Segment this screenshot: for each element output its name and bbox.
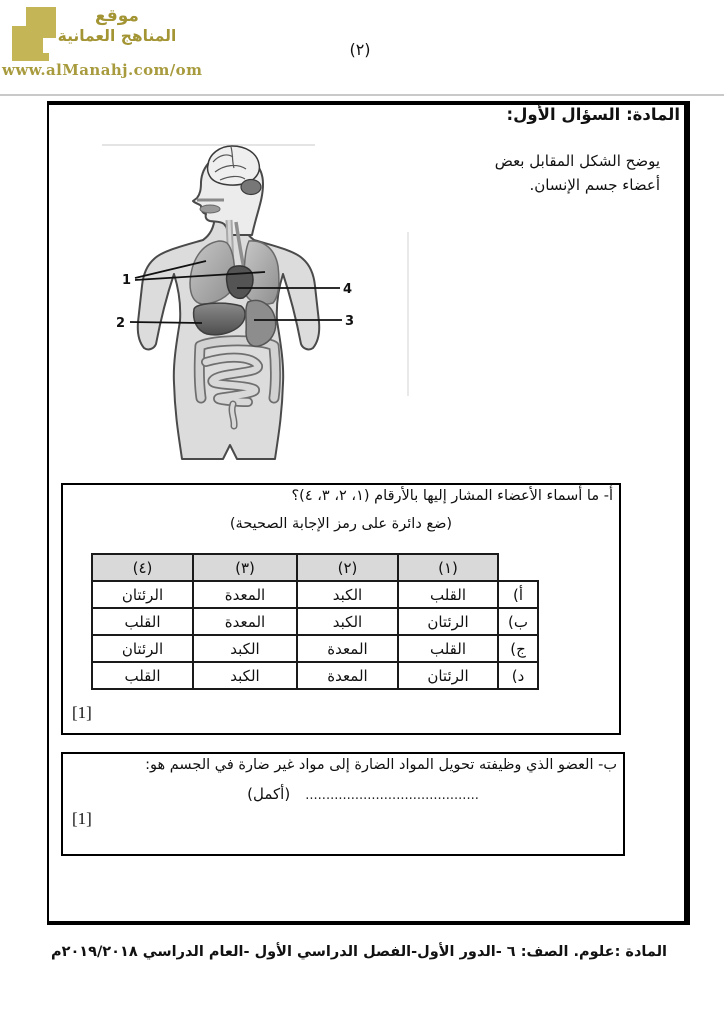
question-frame xyxy=(47,101,690,925)
cell: القلب xyxy=(92,662,193,689)
logo-line1: موقع xyxy=(95,6,139,26)
cell: القلب xyxy=(398,581,498,608)
table-row xyxy=(92,581,538,608)
figure-label-2: 2 xyxy=(116,316,126,331)
row-label[interactable]: د) xyxy=(498,662,538,689)
part-b-box xyxy=(61,752,625,856)
cell: الكبد xyxy=(297,608,398,635)
page-number: (٢) xyxy=(349,40,371,59)
col-header-2: (٢) xyxy=(297,554,398,581)
answer-blank[interactable]: .......................................... xyxy=(305,788,479,803)
heart xyxy=(227,266,253,299)
logo-line2: المناهج العمانية xyxy=(57,27,177,45)
table-corner xyxy=(498,554,538,581)
row-label[interactable]: ب) xyxy=(498,608,538,635)
logo-site-name xyxy=(56,6,178,46)
rectum xyxy=(232,404,234,426)
header-divider xyxy=(0,94,724,96)
table-header-row xyxy=(92,554,538,581)
cell: الرئتان xyxy=(398,608,498,635)
part-b-answer-line xyxy=(63,784,623,803)
table-row xyxy=(92,635,538,662)
row-label[interactable]: أ) xyxy=(498,581,538,608)
intro-line1: يوضح الشكل المقابل بعض xyxy=(494,152,660,170)
intro-line2: أعضاء جسم الإنسان. xyxy=(529,176,660,194)
human-anatomy-figure xyxy=(102,132,422,464)
cell: الكبد xyxy=(193,635,297,662)
tongue xyxy=(200,205,220,213)
cell: القلب xyxy=(398,635,498,662)
figure-label-4: 4 xyxy=(343,282,353,297)
part-a-marks: [1] xyxy=(72,703,92,722)
answer-choices-table xyxy=(91,553,539,690)
footer-info: المادة :علوم. الصف: ٦ -الدور الأول-الفصل الدراسي الأول -العام الدراسي ٢٠١٩/٢٠١٨م xyxy=(50,944,667,960)
site-url: www.alManahj.com/om xyxy=(2,61,203,79)
cell: المعدة xyxy=(297,662,398,689)
cell: الكبد xyxy=(297,581,398,608)
cell: الرئتان xyxy=(92,581,193,608)
cell: الرئتان xyxy=(92,635,193,662)
row-label[interactable]: ج) xyxy=(498,635,538,662)
part-a-instruction: (ضع دائرة على رمز الإجابة الصحيحة) xyxy=(229,516,453,532)
part-a-box xyxy=(61,483,621,735)
cell: القلب xyxy=(92,608,193,635)
cell: الرئتان xyxy=(398,662,498,689)
logo-puzzle-icon xyxy=(6,3,60,67)
complete-hint: (أكمل) xyxy=(247,785,291,803)
part-b-question: ب- العضو الذي وظيفته تحويل المواد الضارة إلى مواد غير ضارة في الجسم هو: xyxy=(145,757,617,773)
cell: المعدة xyxy=(297,635,398,662)
part-a-question: أ- ما أسماء الأعضاء المشار إليها بالأرقام (١، ٢، ٣، ٤)؟ xyxy=(291,488,613,504)
col-header-1: (١) xyxy=(398,554,498,581)
col-header-4: (٤) xyxy=(92,554,193,581)
cerebellum xyxy=(241,180,261,195)
intro-text xyxy=(430,149,660,197)
figure-label-1: 1 xyxy=(122,273,132,288)
cell: المعدة xyxy=(193,608,297,635)
section-title: المادة: السؤال الأول: xyxy=(506,105,680,124)
figure-label-3: 3 xyxy=(345,314,355,329)
col-header-3: (٣) xyxy=(193,554,297,581)
cell: الكبد xyxy=(193,662,297,689)
table-row xyxy=(92,608,538,635)
cell: المعدة xyxy=(193,581,297,608)
table-row xyxy=(92,662,538,689)
part-b-marks: [1] xyxy=(72,809,92,828)
